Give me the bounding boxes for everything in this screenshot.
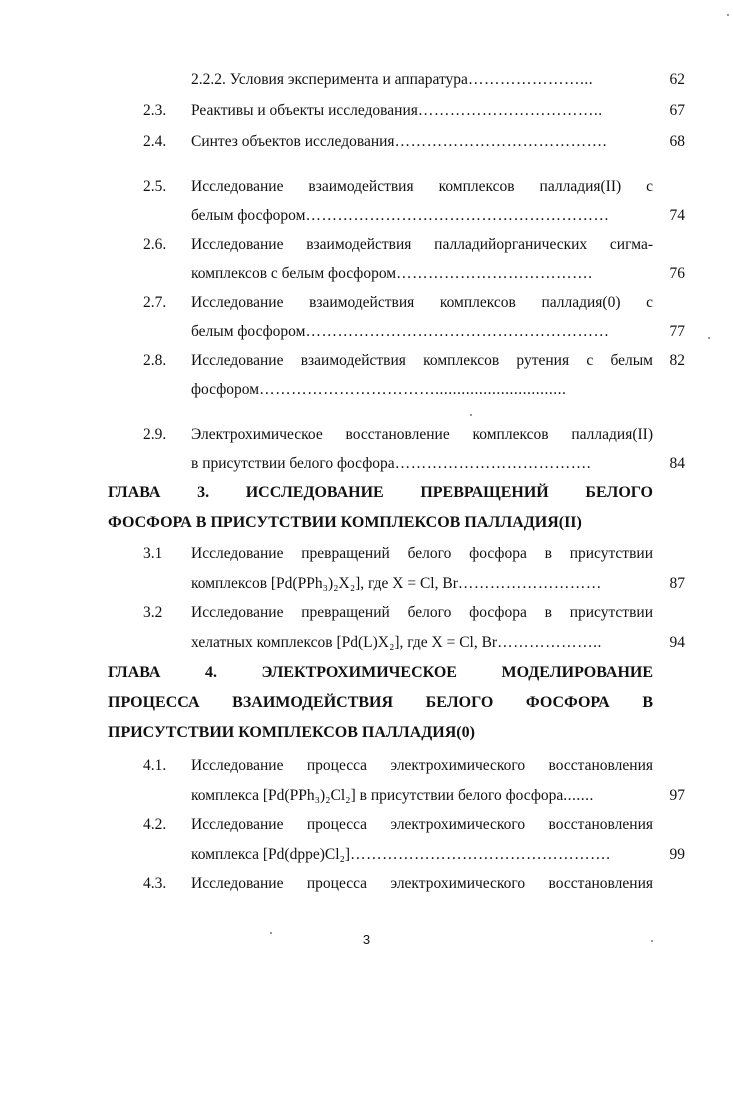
toc-entry-line: Исследование взаимодействия комплексов рутения с белым xyxy=(191,352,653,369)
toc-entry-title: Синтез объектов исследования xyxy=(191,133,395,150)
toc-leader-dots: ....... xyxy=(563,787,594,804)
toc-leader-dots: …………………………….. xyxy=(417,102,603,119)
toc-entry-line: Исследование процесса электрохимического восстановления xyxy=(191,875,653,892)
scan-speck xyxy=(470,414,472,416)
toc-entry-number: 2.9. xyxy=(143,426,167,443)
toc-entry-line: Исследование взаимодействия комплексов палладия(II) с xyxy=(191,178,653,195)
toc-entry-title: комплекса [Pd(dppe)Cl₂] xyxy=(191,846,351,863)
toc-entry-title: белым фосфором xyxy=(191,323,306,340)
toc-page-number: 62 xyxy=(669,71,685,88)
chapter-heading-line: ГЛАВА 3. ИССЛЕДОВАНИЕ ПРЕВРАЩЕНИЙ БЕЛОГО xyxy=(108,484,653,501)
toc-entry-line xyxy=(191,128,653,156)
toc-entry-line xyxy=(191,97,653,125)
scan-speck xyxy=(727,14,729,16)
toc-entry-line: Исследование взаимодействия палладийорганических сигма- xyxy=(191,236,653,253)
toc-entry-line xyxy=(191,841,653,869)
toc-entry-title: комплексов [Pd(PPh₃)₂X₂], где X = Cl, Br xyxy=(191,575,458,592)
toc-entry-number: 4.3. xyxy=(143,875,167,892)
toc-entry-line: Электрохимическое восстановление комплексов палладия(II) xyxy=(191,426,653,443)
toc-page-number: 74 xyxy=(669,207,685,224)
chapter-heading-line: ПРОЦЕССА ВЗАИМОДЕЙСТВИЯ БЕЛОГО ФОСФОРА В xyxy=(108,694,653,711)
toc-leader-dots: …………………………………. xyxy=(394,133,607,150)
chapter-3-heading xyxy=(108,478,653,538)
toc-entry-number: 4.2. xyxy=(143,816,167,833)
toc-entry-title: Реактивы и объекты исследования xyxy=(191,102,418,119)
scan-speck xyxy=(651,940,653,942)
toc-leader-dots: …………………………………………. xyxy=(350,846,611,863)
toc-leader-dots: …………………... xyxy=(467,71,594,88)
toc-page-number: 99 xyxy=(669,846,685,863)
toc-entry-line: Исследование процесса электрохимического восстановления xyxy=(191,816,653,833)
toc-entry-line: Исследование процесса электрохимического восстановления xyxy=(191,757,653,774)
page-number: 3 xyxy=(362,932,371,947)
toc-page-number: 68 xyxy=(669,133,685,150)
toc-entry-line xyxy=(191,66,653,94)
scan-speck xyxy=(270,932,272,934)
toc-page-number: 94 xyxy=(669,634,685,651)
chapter-heading-line: ГЛАВА 4. ЭЛЕКТРОХИМИЧЕСКОЕ МОДЕЛИРОВАНИЕ xyxy=(108,664,653,681)
toc-entry-title: комплексов с белым фосфором xyxy=(191,265,397,282)
toc-entry-line xyxy=(191,629,653,657)
toc-leader-dots: ………………………………. xyxy=(394,455,592,472)
toc-entry-line xyxy=(191,376,653,404)
toc-page-number: 77 xyxy=(669,323,685,340)
toc-page-number: 97 xyxy=(669,787,685,804)
toc-entry-title: фосфором xyxy=(191,381,260,398)
toc-entry-number: 2.6. xyxy=(143,236,167,253)
toc-entry-title: в присутствии белого фосфора xyxy=(191,455,395,472)
toc-leader-dots: ………………………………………………… xyxy=(305,207,610,224)
toc-leader-dots: ………………………………………………… xyxy=(305,323,610,340)
toc-entry-title: комплекса [Pd(PPh₃)₂Cl₂] в присутствии белого фосфора xyxy=(191,787,564,804)
toc-entry-line: Исследование превращений белого фосфора в присутствии xyxy=(191,545,653,562)
toc-leader-dots: ……………………… xyxy=(457,575,602,592)
toc-entry-line: Исследование взаимодействия комплексов палладия(0) с xyxy=(191,294,653,311)
toc-entry-number: 2.3. xyxy=(143,102,167,119)
toc-entry-title: белым фосфором xyxy=(191,207,306,224)
toc-entry-number: 3.1 xyxy=(143,545,163,562)
toc-page-number: 87 xyxy=(669,575,685,592)
toc-page-number: 67 xyxy=(669,102,685,119)
toc-page-number: 76 xyxy=(669,265,685,282)
toc-entry-number: 2.5. xyxy=(143,178,167,195)
chapter-4-heading xyxy=(108,658,653,748)
toc-entry-line xyxy=(191,202,653,230)
toc-entry-line xyxy=(191,450,653,478)
chapter-heading-line: ФОСФОРА В ПРИСУТСТВИИ КОМПЛЕКСОВ ПАЛЛАДИЯ(II) xyxy=(108,514,582,531)
toc-page-number: 82 xyxy=(669,352,685,369)
toc-entry-line xyxy=(191,260,653,288)
toc-entry-title: хелатных комплексов [Pd(L)X₂], где X = Cl, Br xyxy=(191,634,498,651)
toc-entry-number: 4.1. xyxy=(143,757,167,774)
toc-entry-line xyxy=(191,782,653,810)
chapter-heading-line: ПРИСУТСТВИИ КОМПЛЕКСОВ ПАЛЛАДИЯ(0) xyxy=(108,724,475,741)
toc-page-number: 84 xyxy=(669,455,685,472)
toc-entry-title: 2.2.2. Условия эксперимента и аппаратура xyxy=(191,71,468,88)
toc-entry-number: 2.4. xyxy=(143,133,167,150)
toc-entry-line xyxy=(191,318,653,346)
toc-entry-line xyxy=(191,570,653,598)
toc-leader-dots: ………………………………. xyxy=(396,265,593,282)
toc-entry-number: 2.8. xyxy=(143,352,167,369)
scan-speck xyxy=(708,337,710,339)
toc-entry-number: 2.7. xyxy=(143,294,167,311)
toc-entry-number: 3.2 xyxy=(143,604,163,621)
toc-leader-dots: ……………….. xyxy=(497,634,602,651)
toc-entry-line: Исследование превращений белого фосфора в присутствии xyxy=(191,604,653,621)
toc-leader-dots: …………………………….............................. xyxy=(259,381,567,398)
